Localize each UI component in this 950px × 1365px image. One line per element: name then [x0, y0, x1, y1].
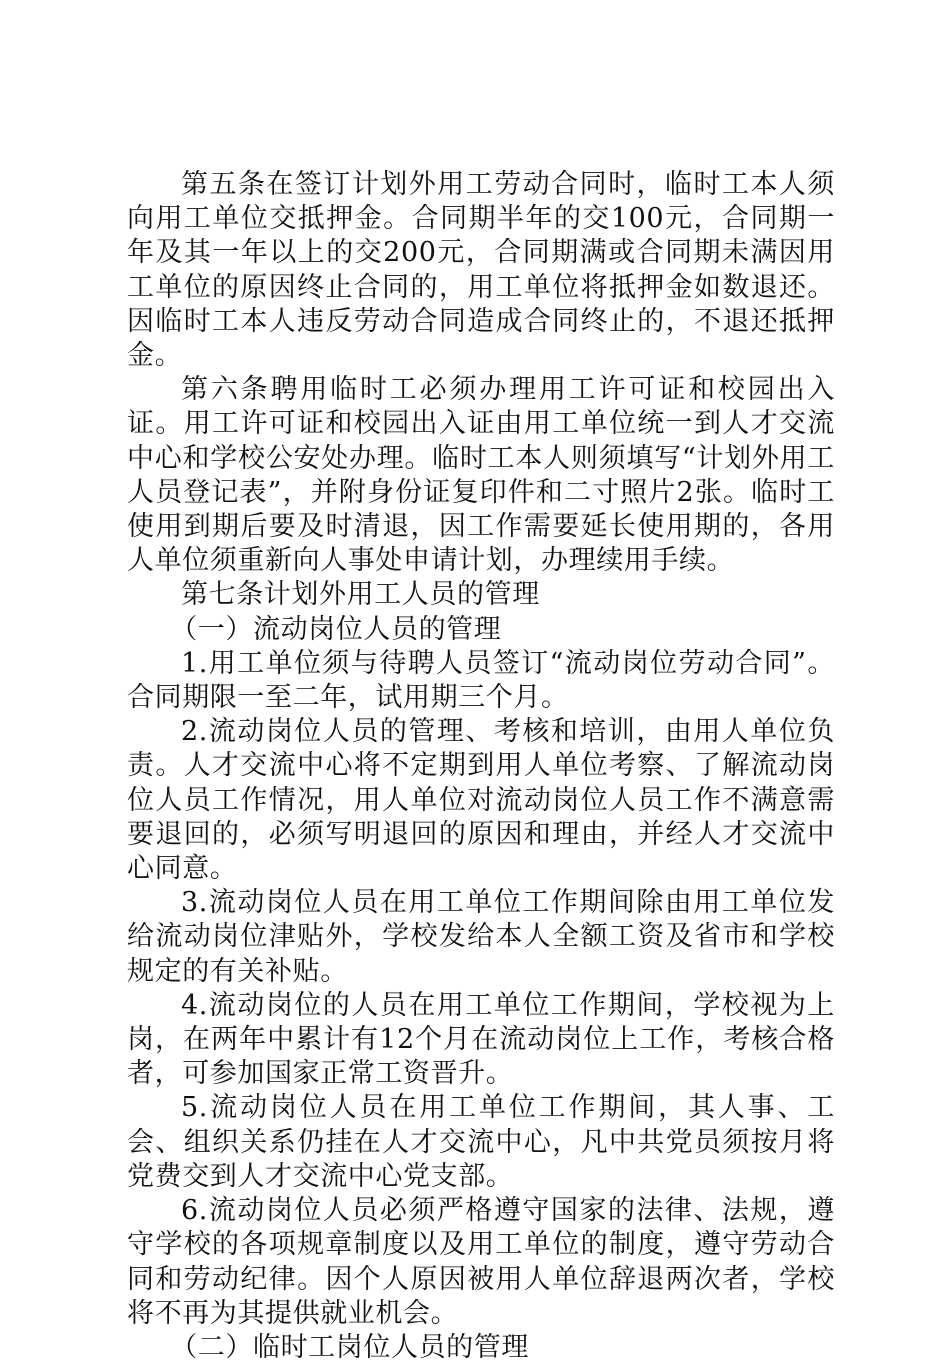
section-1-heading: （一）流动岗位人员的管理: [170, 613, 502, 645]
paragraph-article-6: 第六条聘用临时工必须办理用工许可证和校园出入证。用工许可证和校园出入证由用工单位统一到人才交流中心和学校公安处办理。临时工本人则须填写“计划外用工人员登记表”，并附身份证复印件和二寸照片2张。临时工使用到期后要及时清退，因工作需要延长使用期的，各用人单位须重新向人事处申请计划，办理续用手续。: [127, 374, 835, 577]
paragraph-item-5: 5.流动岗位人员在用工单位工作期间，其人事、工会、组织关系仍挂在人才交流中心，凡中共党员须按月将党费交到人才交流中心党支部。: [127, 1092, 835, 1192]
document-body: [127, 168, 835, 1365]
paragraph-item-4: 4.流动岗位的人员在用工单位工作期间，学校视为上岗，在两年中累计有12个月在流动岗位上工作，考核合格者，可参加国家正常工资晋升。: [127, 989, 835, 1090]
paragraph-item-3: 3.流动岗位人员在用工单位工作期间除由用工单位发给流动岗位津贴外，学校发给本人全额工资及省市和学校规定的有关补贴。: [127, 887, 835, 987]
section-2-heading: （二）临时工岗位人员的管理: [170, 1331, 529, 1363]
paragraph-item-1: 1.用工单位须与待聘人员签订“流动岗位劳动合同”。合同期限一至二年，试用期三个月。: [127, 647, 835, 714]
paragraph-item-6: 6.流动岗位人员必须严格遵守国家的法律、法规，遵守学校的各项规章制度以及用工单位的制度，遵守劳动合同和劳动纪律。因个人原因被用人单位辞退两次者，学校将不再为其提供就业机会。: [127, 1195, 835, 1329]
paragraph-item-2: 2.流动岗位人员的管理、考核和培训，由用人单位负责。人才交流中心将不定期到用人单位考察、了解流动岗位人员工作情况，用人单位对流动岗位人员工作不满意需要退回的，必须写明退回的原因和理由，并经人才交流中心同意。: [127, 716, 835, 885]
paragraph-article-5: 第五条在签订计划外用工劳动合同时，临时工本人须向用工单位交抵押金。合同期半年的交100元，合同期一年及其一年以上的交200元，合同期满或合同期未满因用工单位的原因终止合同的，用工单位将抵押金如数退还。因临时工本人违反劳动合同造成合同终止的，不退还抵押金。: [127, 169, 835, 372]
article-7-heading: 第七条计划外用工人员的管理: [181, 579, 540, 611]
